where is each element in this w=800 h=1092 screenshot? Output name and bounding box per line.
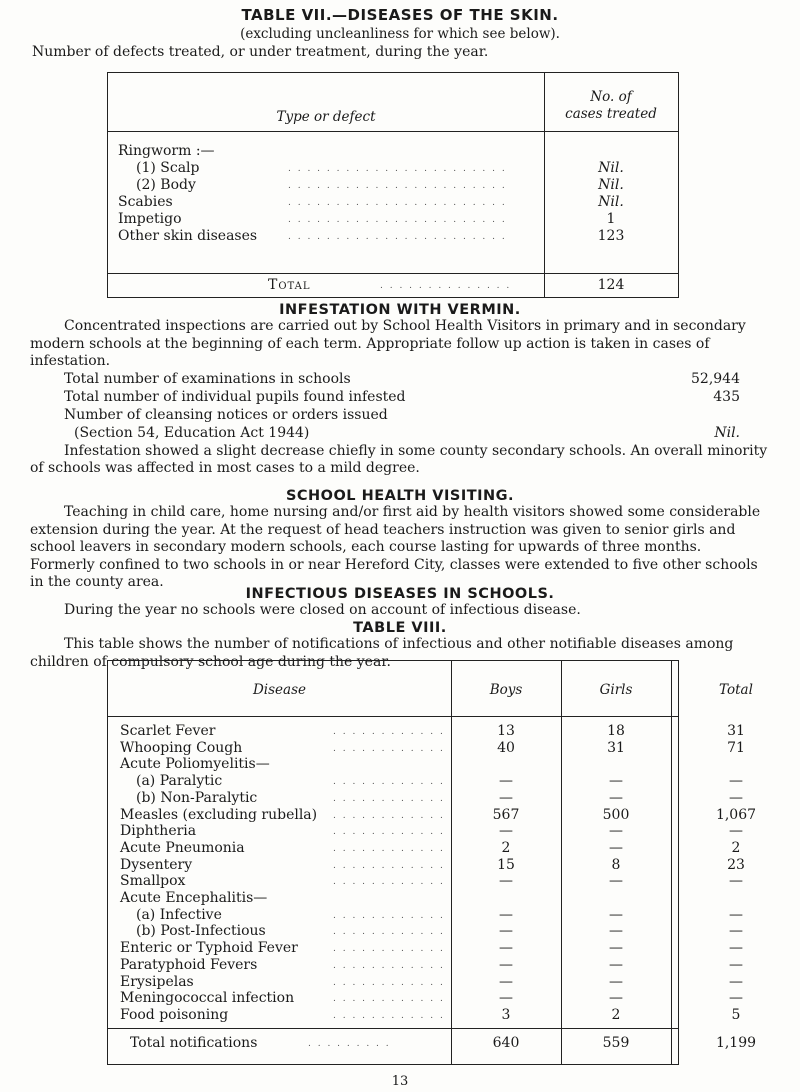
table8-row: (a) Paralytic . . . . . . . . . . . . — — — bbox=[136, 773, 743, 790]
vermin-stat-examinations: Total number of examinations in schools 52,944 bbox=[64, 370, 740, 387]
table8-row: Measles (excluding rubella) . . . . . . . . . . . . 567 500 1,067 bbox=[120, 806, 757, 823]
table8-row: Scarlet Fever . . . . . . . . . . . . 13 18 31 bbox=[120, 723, 745, 739]
table7-total-row: Total . . . . . . . . . . . . . . 124 bbox=[268, 277, 625, 293]
visiting-paragraph: Teaching in child care, home nursing and/or first aid by health visitors showed some considerable extension during the year. At the request of head teachers instruction was given to senior girls and school leavers in secondary modern schools, each course lasting for upwards of three months. Formerly confined to two schools in or near Hereford City, classes were extended to five other schools in the county area. bbox=[30, 504, 761, 590]
vermin-paragraph-1: Concentrated inspections are carried out by School Health Visitors in primary and in secondary modern schools at the beginning of each term. Appropriate follow up action is taken in cases of infestation. bbox=[30, 318, 746, 369]
table7-row: Scabies . . . . . . . . . . . . . . . . . . . . . . . Nil. bbox=[118, 194, 624, 210]
table7-subtitle: (excluding uncleanliness for which see below). bbox=[240, 26, 560, 42]
table7-row: Ringworm :— bbox=[118, 143, 215, 159]
table8-row: (b) Non-Paralytic . . . . . . . . . . . . — — — bbox=[136, 789, 743, 806]
infectious-heading: INFECTIOUS DISEASES IN SCHOOLS. bbox=[245, 586, 555, 602]
table7-intro: Number of defects treated, or under treatment, during the year. bbox=[32, 44, 489, 60]
vermin-stat-notices-section: (Section 54, Education Act 1944) Nil. bbox=[74, 424, 740, 441]
table8-row: Dysentery . . . . . . . . . . . . 15 8 23 bbox=[120, 856, 745, 873]
table8-row: Acute Poliomyelitis— bbox=[120, 756, 270, 773]
table7 bbox=[107, 72, 679, 298]
table8-header-boys: Boys bbox=[489, 682, 523, 698]
table8-row: Food poisoning . . . . . . . . . . . . 3 2 5 bbox=[120, 1006, 741, 1023]
table7-row: (1) Scalp . . . . . . . . . . . . . . . . . . . . . . . Nil. bbox=[136, 160, 624, 176]
table8-header-disease: Disease bbox=[252, 682, 307, 698]
page-number: 13 bbox=[391, 1074, 409, 1089]
vermin-paragraph-2: Infestation showed a slight decrease chiefly in some county secondary schools. An overall minority of schools was affected in most cases to a mild degree. bbox=[30, 442, 768, 476]
table7-row: Other skin diseases . . . . . . . . . . . . . . . . . . . . . . . 123 bbox=[118, 228, 625, 244]
table7-title: TABLE VII.—DISEASES OF THE SKIN. bbox=[241, 6, 559, 24]
visiting-heading: SCHOOL HEALTH VISITING. bbox=[285, 488, 515, 504]
table8-header-total: Total bbox=[719, 682, 753, 698]
table8-row: Acute Pneumonia . . . . . . . . . . . . 2 — 2 bbox=[120, 839, 741, 856]
vermin-stat-notices: Number of cleansing notices or orders issued bbox=[64, 406, 388, 423]
table8-row: Whooping Cough . . . . . . . . . . . . 40 31 71 bbox=[120, 739, 745, 756]
table8-header-girls: Girls bbox=[599, 682, 633, 698]
table8-row: Diphtheria . . . . . . . . . . . . — — — bbox=[120, 823, 743, 840]
infectious-paragraph: During the year no schools were closed on account of infectious disease. bbox=[64, 602, 581, 618]
table8-row: Acute Encephalitis— bbox=[120, 890, 268, 906]
table8-row: Erysipelas . . . . . . . . . . . . — — — bbox=[120, 973, 743, 990]
table8-row: Paratyphoid Fevers . . . . . . . . . . . . — — — bbox=[120, 956, 743, 973]
table7-row: Impetigo . . . . . . . . . . . . . . . . . . . . . . . 1 bbox=[118, 211, 616, 227]
table8-row: Smallpox . . . . . . . . . . . . — — — bbox=[120, 873, 743, 890]
table8-row: (a) Infective . . . . . . . . . . . . — — — bbox=[136, 906, 743, 923]
table8-intro: This table shows the number of notifications of infectious and other notifiable diseases among children of compulsory school age during the year. bbox=[30, 636, 734, 670]
table8-row: (b) Post-Infectious . . . . . . . . . . . . — — — bbox=[136, 923, 743, 940]
table7-header-type: Type or defect bbox=[276, 109, 376, 125]
vermin-stat-infested: Total number of individual pupils found infested 435 bbox=[64, 388, 740, 405]
table8-row: Meningococcal infection . . . . . . . . . . . . — — — bbox=[120, 990, 743, 1007]
vermin-heading: INFESTATION WITH VERMIN. bbox=[279, 302, 521, 318]
table8-row: Enteric or Typhoid Fever . . . . . . . . . . . . — — — bbox=[120, 940, 743, 957]
table8-total-row: Total notifications . . . . . . . . . 640 559 1,199 bbox=[130, 1035, 757, 1051]
table7-row: (2) Body . . . . . . . . . . . . . . . . . . . . . . . Nil. bbox=[136, 177, 624, 193]
table8-title: TABLE VIII. bbox=[353, 620, 447, 636]
table7-header-count: No. of cases treated bbox=[565, 89, 657, 122]
table8 bbox=[107, 660, 757, 1065]
